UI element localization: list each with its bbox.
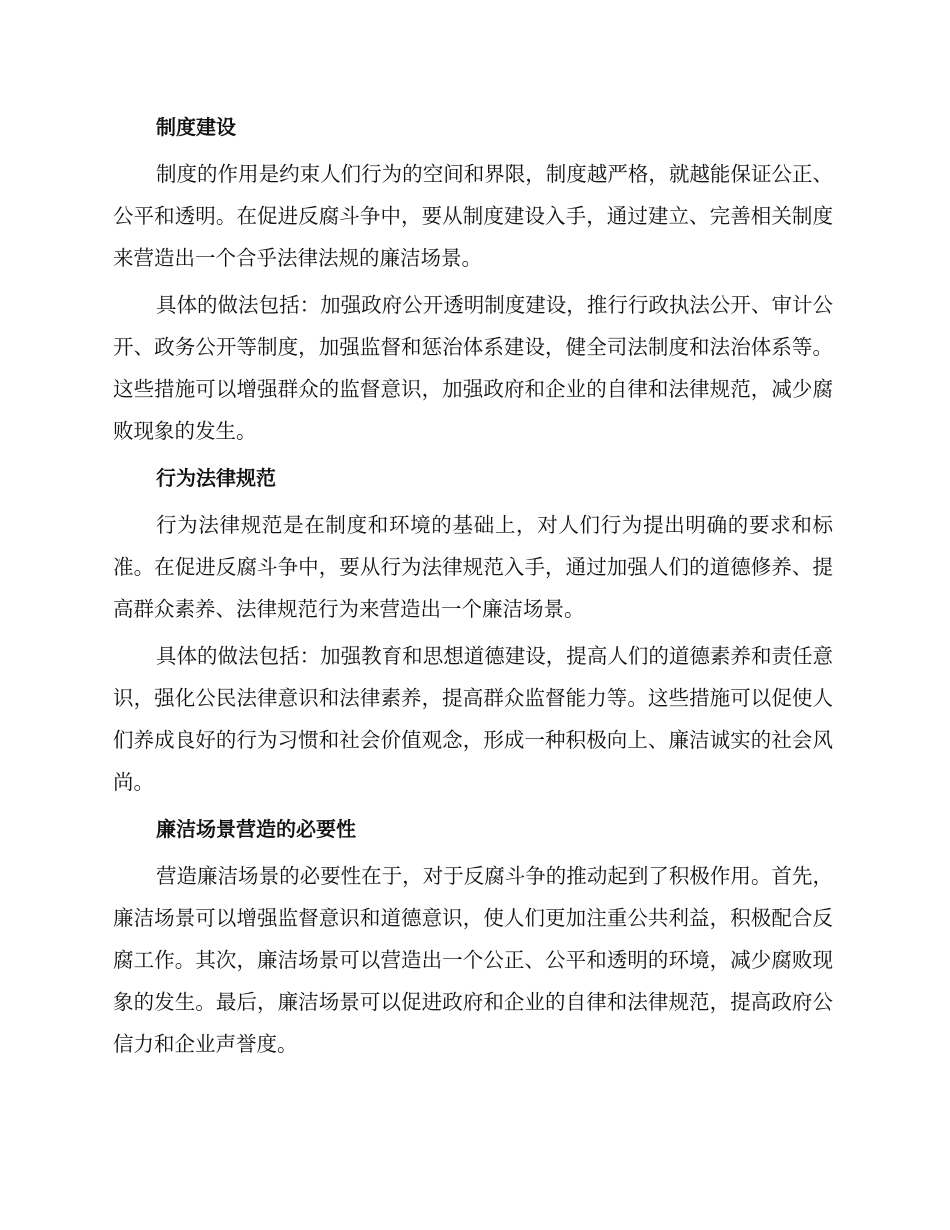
paragraph: 具体的做法包括：加强政府公开透明制度建设，推行行政执法公开、审计公开、政务公开等制度，加强监督和惩治体系建设，健全司法制度和法治体系等。这些措施可以增强群众的监督意识，加强政府和企业的自律和法律规范，减少腐败现象的发生。 xyxy=(113,293,833,443)
document-body xyxy=(113,106,833,1070)
paragraph: 具体的做法包括：加强教育和思想道德建设，提高人们的道德素养和责任意识，强化公民法律意识和法律素养，提高群众监督能力等。这些措施可以促使人们养成良好的行为习惯和社会价值观念，形成一种积极向上、廉洁诚实的社会风尚。 xyxy=(113,644,833,794)
section-heading-system-building: 制度建设 xyxy=(156,115,236,139)
paragraph: 营造廉洁场景的必要性在于，对于反腐斗争的推动起到了积极作用。首先，廉洁场景可以增强监督意识和道德意识，使人们更加注重公共利益，积极配合反腐工作。其次，廉洁场景可以营造出一个公正、公平和透明的环境，减少腐败现象的发生。最后，廉洁场景可以促进政府和企业的自律和法律规范，提高政府公信力和企业声誉度。 xyxy=(113,864,833,1056)
section-heading-behavior-norms: 行为法律规范 xyxy=(156,466,276,490)
section-heading-necessity: 廉洁场景营造的必要性 xyxy=(156,817,356,841)
paragraph: 制度的作用是约束人们行为的空间和界限，制度越严格，就越能保证公正、公平和透明。在促进反腐斗争中，要从制度建设入手，通过建立、完善相关制度来营造出一个合乎法律法规的廉洁场景。 xyxy=(113,162,833,270)
paragraph: 行为法律规范是在制度和环境的基础上，对人们行为提出明确的要求和标准。在促进反腐斗争中，要从行为法律规范入手，通过加强人们的道德修养、提高群众素养、法律规范行为来营造出一个廉洁场景。 xyxy=(113,513,833,621)
